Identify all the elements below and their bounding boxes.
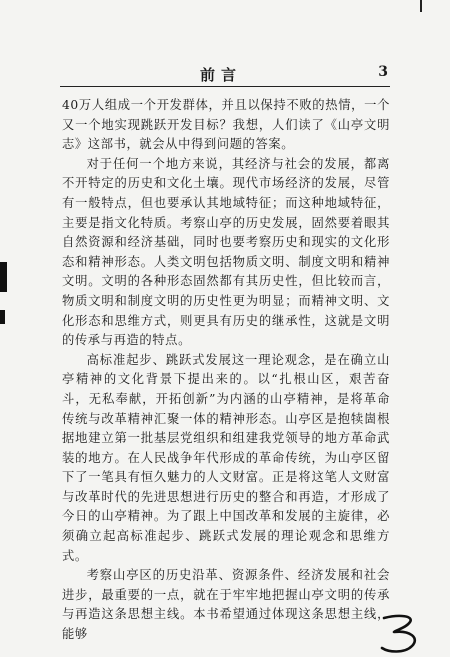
scan-edge-mark [420, 0, 422, 12]
header-rule [60, 86, 390, 87]
paragraph: 考察山亭区的历史沿革、资源条件、经济发展和社会进步，最重要的一点，就在于牢牢地把握山亭文明的传承与再造这条思想主线。本书希望通过体现这条思想主线，能够 [62, 568, 390, 642]
paragraph-continued: 40万人组成一个开发群体，并且以保持不败的热情，一个又一个地实现跳跃开发目标？我想，人们读了《山亭文明志》这部书，就会从中得到问题的答案。 [62, 98, 390, 152]
body-text [62, 96, 390, 645]
header-title: 前言 [200, 66, 243, 84]
handwritten-page-number [370, 612, 430, 657]
running-header [60, 62, 390, 86]
paragraph: 高标准起步、跳跃式发展这一理论观念，是在确立山亭精神的文化背景下提出来的。以“扎根山区，艰苦奋斗，无私奉献，开拓创新”为内涵的山亭精神，是将革命传统与改革精神汇聚一体的精神形态。山亭区是抱犊崮根据地建立第一批基层党组织和组建我党领导的地方革命武装的地方。在人民战争年代形成的革命传统，为山亭区留下了一笔具有恒久魅力的人文财富。正是将这笔人文财富与改革时代的先进思想进行历史的整合和再造，才形成了今日的山亭精神。为了跟上中国改革和发展的主旋律，必须确立起高标准起步、跳跃式发展的理论观念和思维方式。 [62, 352, 390, 563]
paragraph: 对于任何一个地方来说，其经济与社会的发展，都离不开特定的历史和文化土壤。现代市场经济的发展，尽管有一般特点，但也要承认其地域特征；而这种地域特征，主要是指文化特质。考察山亭的历史发展，固然要着眼其自然资源和经济基础，同时也要考察历史和现实的文化形态和精神形态。人类文明包括物质文明、制度文明和精神文明。文明的各种形态固然都有其历史性，但比较而言，物质文明和制度文明的历史性更为明显；而精神文明、文化形态和思维方式，则更具有历史的继承性，这就是文明的传承与再造的特点。 [62, 156, 390, 348]
binding-shadow-mark [0, 262, 7, 292]
binding-shadow-mark [0, 310, 5, 324]
page-number: 3 [378, 64, 388, 80]
